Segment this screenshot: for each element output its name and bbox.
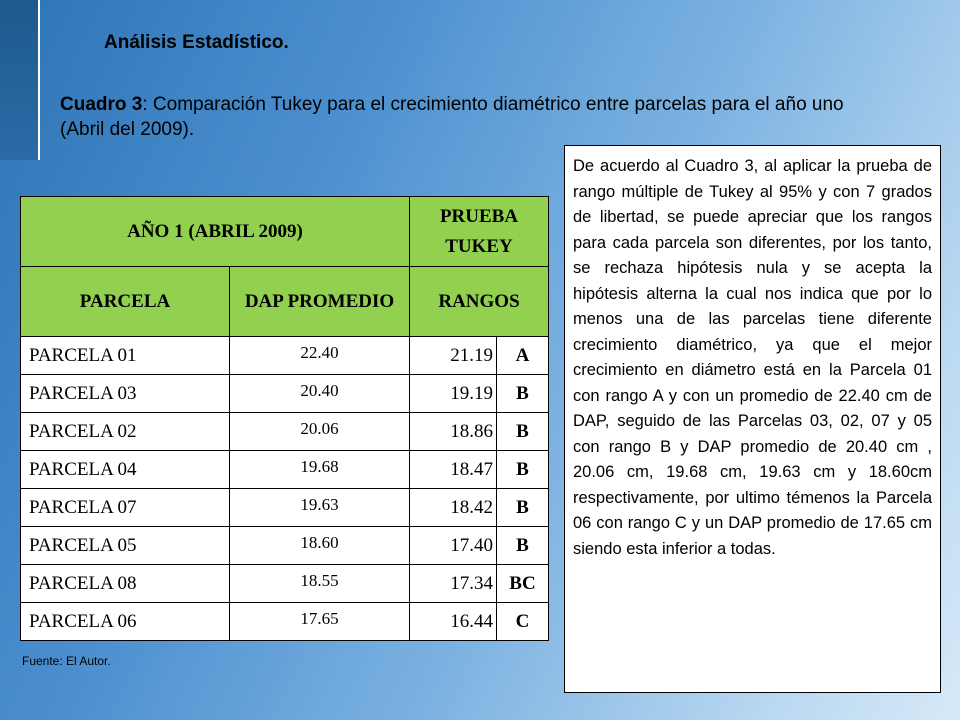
cell-letra: B [497, 489, 549, 527]
header-year: AÑO 1 (ABRIL 2009) [21, 197, 410, 267]
cell-letra: A [497, 337, 549, 375]
cell-parcela: PARCELA 07 [21, 489, 230, 527]
col-header-dap: DAP PROMEDIO [230, 267, 410, 337]
table-row [21, 527, 549, 565]
cell-letra: B [497, 451, 549, 489]
cell-parcela: PARCELA 02 [21, 413, 230, 451]
cell-rango: 17.40 [410, 527, 497, 565]
table-row [21, 603, 549, 641]
table-body [21, 337, 549, 641]
cell-letra: B [497, 413, 549, 451]
cell-parcela: PARCELA 04 [21, 451, 230, 489]
cell-letra: B [497, 375, 549, 413]
tukey-table [20, 196, 549, 641]
cell-rango: 19.19 [410, 375, 497, 413]
cell-rango: 18.42 [410, 489, 497, 527]
cell-dap: 17.65 [230, 603, 410, 641]
header-test: PRUEBA TUKEY [410, 197, 549, 267]
cell-parcela: PARCELA 06 [21, 603, 230, 641]
table-row [21, 375, 549, 413]
col-header-parcela: PARCELA [21, 267, 230, 337]
analysis-text-box: De acuerdo al Cuadro 3, al aplicar la prueba de rango múltiple de Tukey al 95% y con 7 grados de libertad, se puede apreciar que los rangos para cada parcela son diferentes, por los tanto, se rechaza hipótesis nula y se acepta la hipótesis alterna la cual nos indica que por lo menos una de las parcelas tiene diferente crecimiento diamétrico, ya que el mejor crecimiento en diámetro está en la Parcela 01 con rango A y con un promedio de 22.40 cm de DAP, seguido de las Parcelas 03, 02, 07 y 05 con rango B y DAP promedio de 20.40 cm , 20.06 cm, 19.68 cm, 19.63 cm y 18.60cm respectivamente, por ultimo témenos la Parcela 06 con rango C y un DAP promedio de 17.65 cm siendo esta inferior a todas. [564, 145, 941, 693]
cell-dap: 20.40 [230, 375, 410, 413]
cell-dap: 19.68 [230, 451, 410, 489]
cell-parcela: PARCELA 08 [21, 565, 230, 603]
decorative-side-bar [0, 0, 40, 160]
page-heading: Análisis Estadístico. [104, 32, 289, 53]
table-row [21, 489, 549, 527]
cell-dap: 18.60 [230, 527, 410, 565]
col-header-rangos: RANGOS [410, 267, 549, 337]
cell-dap: 19.63 [230, 489, 410, 527]
cell-letra: C [497, 603, 549, 641]
caption-label: Cuadro 3 [60, 94, 143, 115]
cell-rango: 16.44 [410, 603, 497, 641]
caption-text: : Comparación Tukey para el crecimiento diamétrico entre parcelas para el año uno (Abril del 2009). [60, 94, 844, 140]
cell-dap: 20.06 [230, 413, 410, 451]
table-row [21, 337, 549, 375]
cell-parcela: PARCELA 03 [21, 375, 230, 413]
cell-rango: 18.47 [410, 451, 497, 489]
table-caption [60, 92, 860, 142]
table-row [21, 413, 549, 451]
cell-rango: 21.19 [410, 337, 497, 375]
source-note: Fuente: El Autor. [22, 654, 111, 668]
cell-letra: BC [497, 565, 549, 603]
table-header-row-1 [21, 197, 549, 267]
table-row [21, 451, 549, 489]
cell-parcela: PARCELA 01 [21, 337, 230, 375]
cell-dap: 22.40 [230, 337, 410, 375]
cell-rango: 17.34 [410, 565, 497, 603]
cell-rango: 18.86 [410, 413, 497, 451]
cell-parcela: PARCELA 05 [21, 527, 230, 565]
cell-dap: 18.55 [230, 565, 410, 603]
table-header-row-2 [21, 267, 549, 337]
table-row [21, 565, 549, 603]
cell-letra: B [497, 527, 549, 565]
